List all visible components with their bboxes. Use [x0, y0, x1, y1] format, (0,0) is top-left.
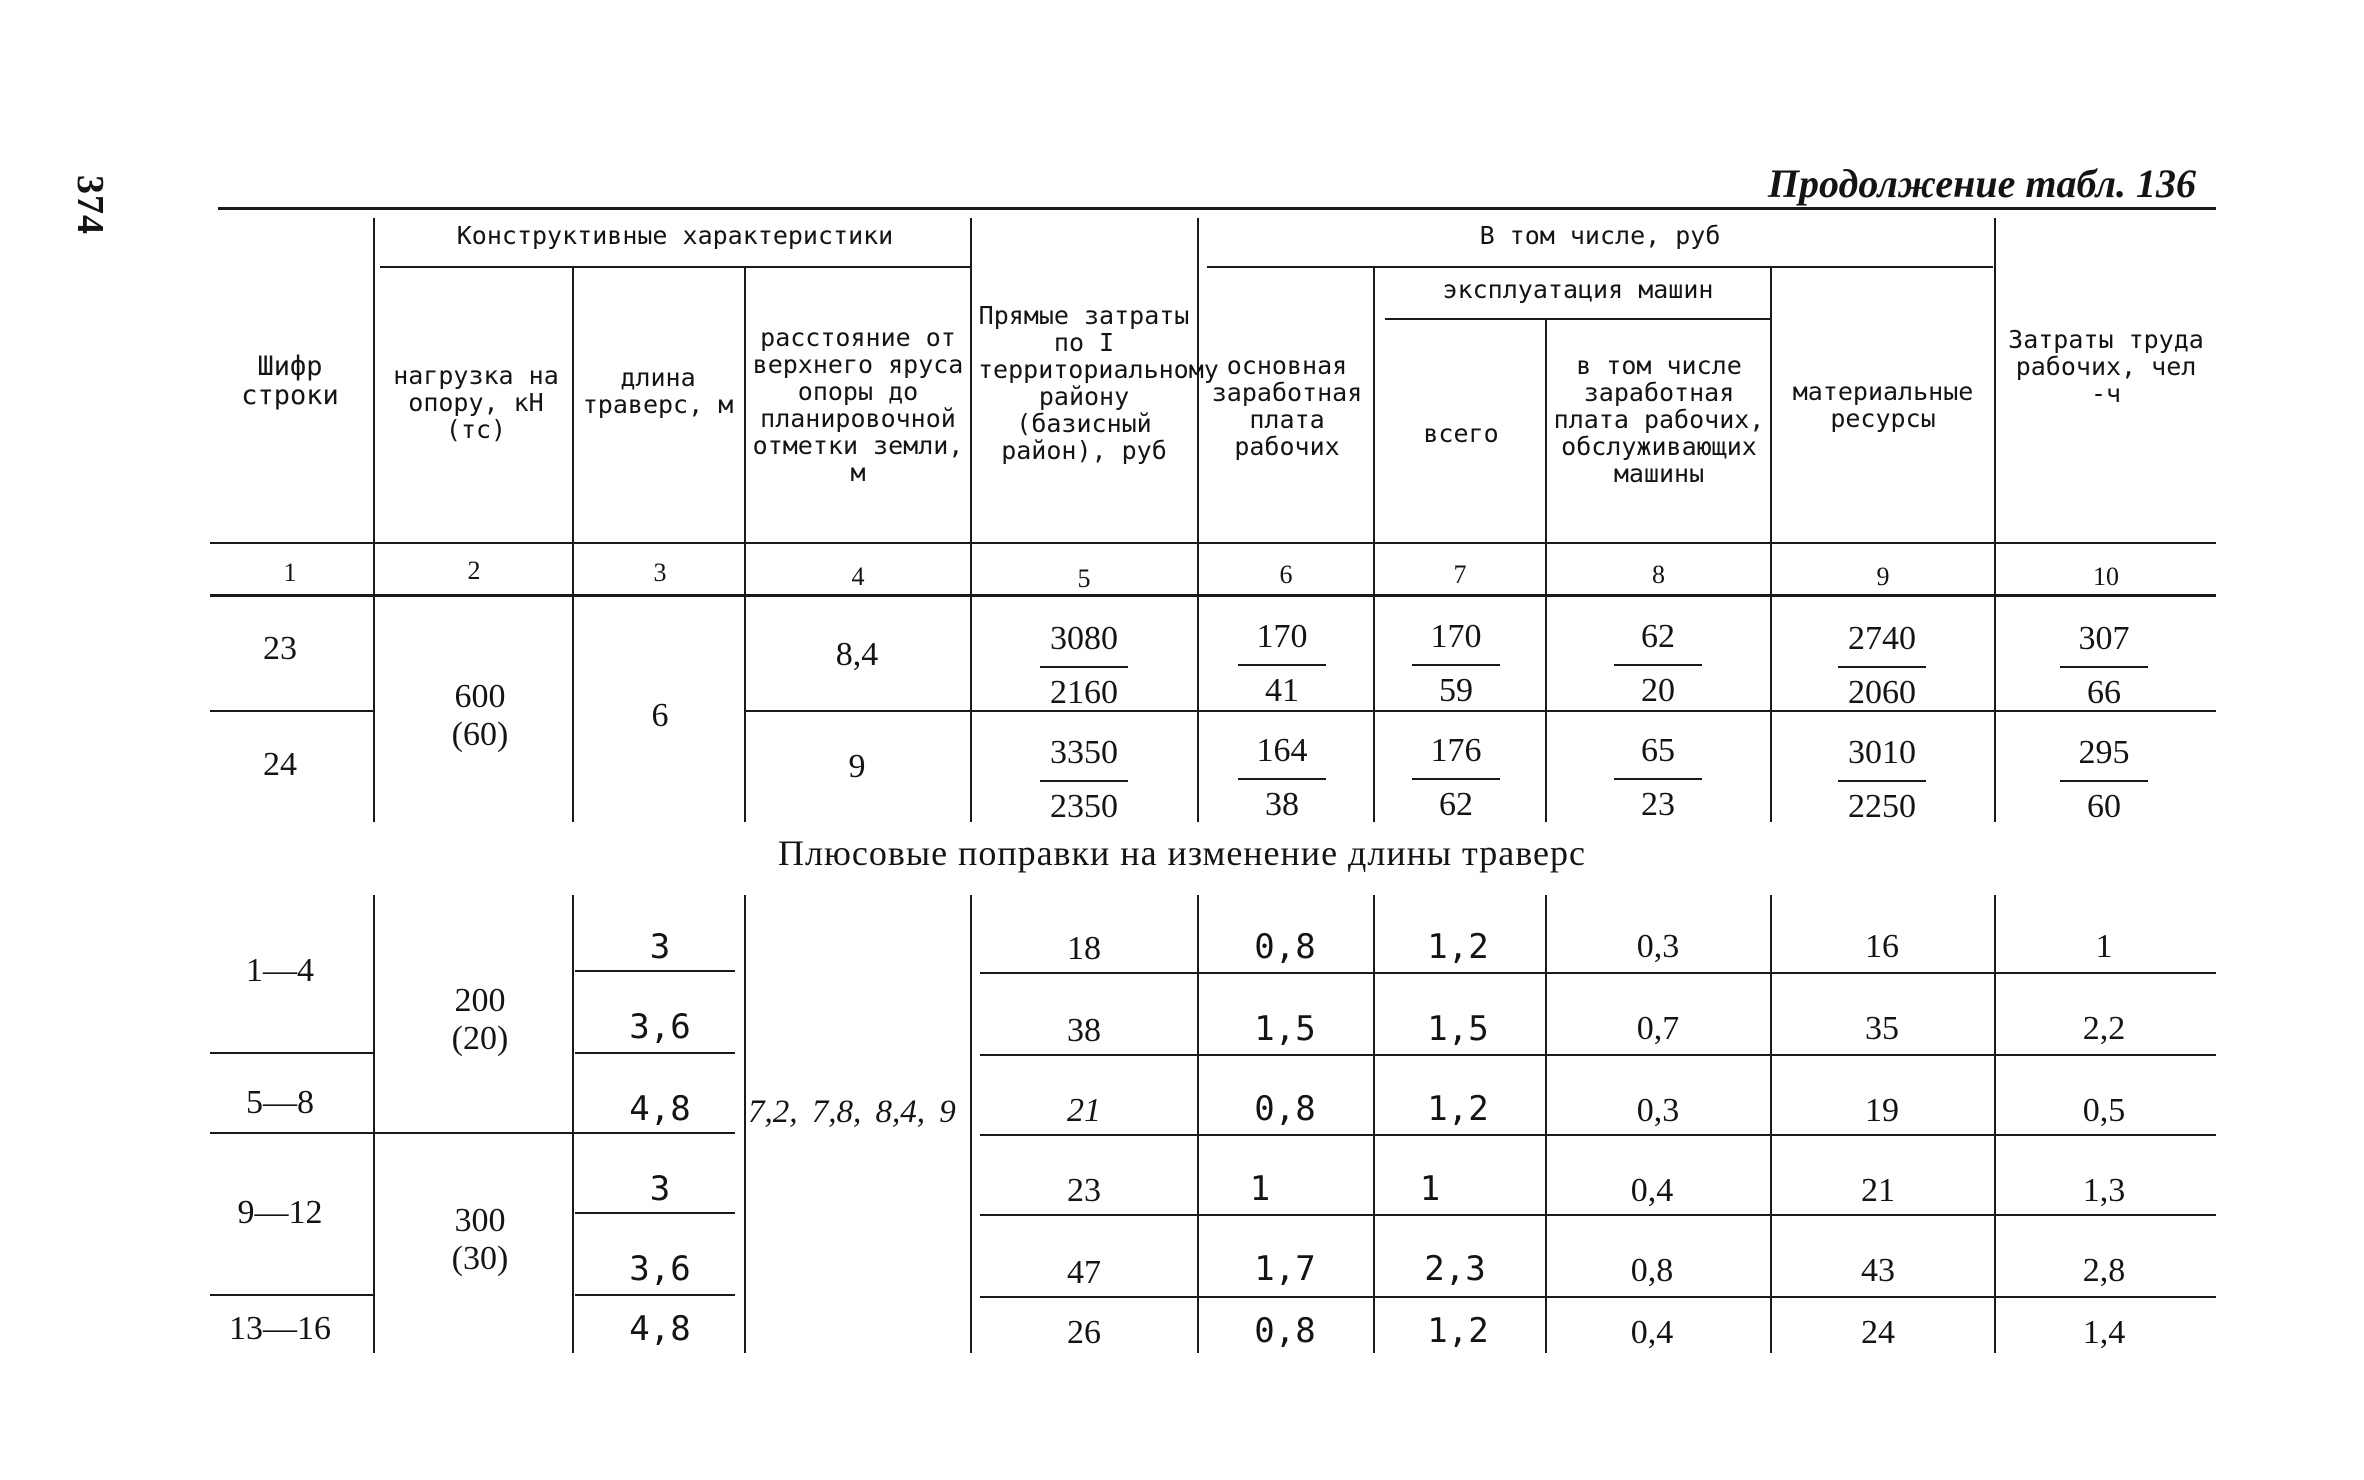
length-value: 6 — [651, 697, 669, 734]
header-machines-group: эксплуатация машин — [1442, 275, 1714, 304]
labor-value: 2,2 — [2082, 1010, 2126, 1047]
section-title: Плюсовые поправки на изменение длины траверс — [778, 833, 1586, 873]
row-code: 1—4 — [246, 952, 314, 989]
row-code: 13—16 — [229, 1310, 331, 1347]
page-number: 374 — [69, 175, 111, 235]
direct-cost-value: 38 — [1067, 1012, 1101, 1049]
machine-wages-value: 0,4 — [1630, 1172, 1674, 1209]
direct-cost-value: 47 — [1067, 1254, 1101, 1291]
wages-fraction: 170 41 — [1222, 618, 1342, 710]
wages-value: 0,8 — [1254, 1311, 1316, 1351]
length-value: 3 — [649, 1169, 671, 1209]
direct-cost-fraction: 3350 2350 — [1024, 734, 1144, 826]
wages-value: 0,8 — [1254, 927, 1316, 967]
row-code: 23 — [263, 630, 297, 667]
materials-value: 19 — [1865, 1092, 1899, 1129]
labor-value: 1,3 — [2082, 1172, 2126, 1209]
machine-wages-value: 0,3 — [1636, 1092, 1680, 1129]
col-number: 3 — [653, 558, 667, 587]
wages-value: 1,7 — [1254, 1249, 1316, 1289]
labor-value: 2,8 — [2082, 1252, 2126, 1289]
machines-fraction: 176 62 — [1396, 732, 1516, 824]
machines-value: 2,3 — [1424, 1249, 1486, 1289]
machines-value: 1,2 — [1427, 1311, 1489, 1351]
wages-value: 0,8 — [1254, 1089, 1316, 1129]
header-design-group: Конструктивные характеристики — [456, 221, 894, 250]
header-machines-total: всего — [1423, 419, 1499, 448]
labor-value: 1 — [2095, 928, 2113, 965]
height-value: 9 — [848, 748, 866, 785]
length-value: 3 — [649, 927, 671, 967]
load-value: 600 — [454, 678, 506, 715]
header-labor: Затраты труда рабочих, чел -ч — [2008, 325, 2204, 408]
materials-value: 16 — [1865, 928, 1899, 965]
machine-wages-fraction: 62 20 — [1598, 618, 1718, 710]
load-tc-value: (30) — [451, 1240, 509, 1277]
col-number: 7 — [1453, 560, 1467, 589]
machines-fraction: 170 59 — [1396, 618, 1516, 710]
wages-value: 1 — [1249, 1169, 1271, 1209]
table-continuation-title: Продолжение табл. 136 — [1767, 161, 2196, 206]
col-number: 1 — [283, 558, 297, 587]
direct-cost-value: 18 — [1067, 930, 1101, 967]
header-load: нагрузка на опору, кН (тс) — [393, 361, 559, 444]
load-tc-value: (20) — [451, 1020, 509, 1057]
labor-fraction: 295 60 — [2044, 734, 2164, 826]
direct-cost-fraction: 3080 2160 — [1024, 620, 1144, 712]
col-number: 9 — [1876, 562, 1890, 591]
col-number: 6 — [1279, 560, 1293, 589]
load-tc-value: (60) — [451, 716, 509, 753]
materials-value: 24 — [1861, 1314, 1895, 1351]
header-materials: материальные ресурсы — [1792, 377, 1974, 433]
direct-cost-value: 21 — [1067, 1092, 1101, 1129]
wages-value: 1,5 — [1254, 1009, 1316, 1049]
col-number: 5 — [1077, 564, 1091, 593]
col-number: 8 — [1652, 560, 1665, 589]
labor-fraction: 307 66 — [2044, 620, 2164, 712]
row-code: 24 — [263, 746, 297, 783]
header-direct-costs: Прямые затраты по I территориальному району (базисный район), руб — [978, 301, 1219, 465]
load-value: 300 — [454, 1202, 506, 1239]
col-number: 10 — [2093, 562, 2119, 591]
materials-value: 43 — [1861, 1252, 1895, 1289]
materials-value: 21 — [1861, 1172, 1895, 1209]
header-wages: основная заработная плата рабочих — [1211, 351, 1363, 461]
row-code: 5—8 — [246, 1084, 314, 1121]
height-value: 8,4 — [835, 636, 879, 673]
header-incl-group: В том числе, руб — [1479, 221, 1721, 250]
machine-wages-fraction: 65 23 — [1598, 732, 1718, 824]
header-machine-wages: в том числе заработная плата рабочих, обслуживающих машины — [1553, 351, 1765, 488]
machine-wages-value: 0,4 — [1630, 1314, 1674, 1351]
machine-wages-value: 0,3 — [1636, 928, 1680, 965]
materials-fraction: 3010 2250 — [1822, 734, 1942, 826]
header-height: расстояние от верхнего яруса опоры до планировочной отметки земли, м — [752, 323, 964, 487]
machine-wages-value: 0,7 — [1636, 1010, 1680, 1047]
row-code: 9—12 — [237, 1194, 323, 1231]
header-length: длина траверс, м — [582, 363, 734, 419]
col-number: 2 — [467, 556, 481, 585]
direct-cost-value: 23 — [1067, 1172, 1101, 1209]
length-value: 3,6 — [629, 1007, 691, 1047]
labor-value: 0,5 — [2082, 1092, 2126, 1129]
labor-value: 1,4 — [2082, 1314, 2126, 1351]
load-value: 200 — [454, 982, 506, 1019]
length-value: 4,8 — [629, 1089, 691, 1129]
col-number: 4 — [851, 562, 865, 591]
machine-wages-value: 0,8 — [1630, 1252, 1674, 1289]
machines-value: 1,2 — [1427, 1089, 1489, 1129]
wages-fraction: 164 38 — [1222, 732, 1342, 824]
header-code: Шифр строки — [241, 351, 339, 411]
materials-value: 35 — [1865, 1010, 1899, 1047]
direct-cost-value: 26 — [1067, 1314, 1101, 1351]
correction-heights: 7,2, 7,8, 8,4, 9 — [748, 1094, 956, 1130]
length-value: 4,8 — [629, 1309, 691, 1349]
materials-fraction: 2740 2060 — [1822, 620, 1942, 712]
machines-value: 1,5 — [1427, 1009, 1489, 1049]
machines-value: 1,2 — [1427, 927, 1489, 967]
length-value: 3,6 — [629, 1249, 691, 1289]
machines-value: 1 — [1419, 1169, 1441, 1209]
